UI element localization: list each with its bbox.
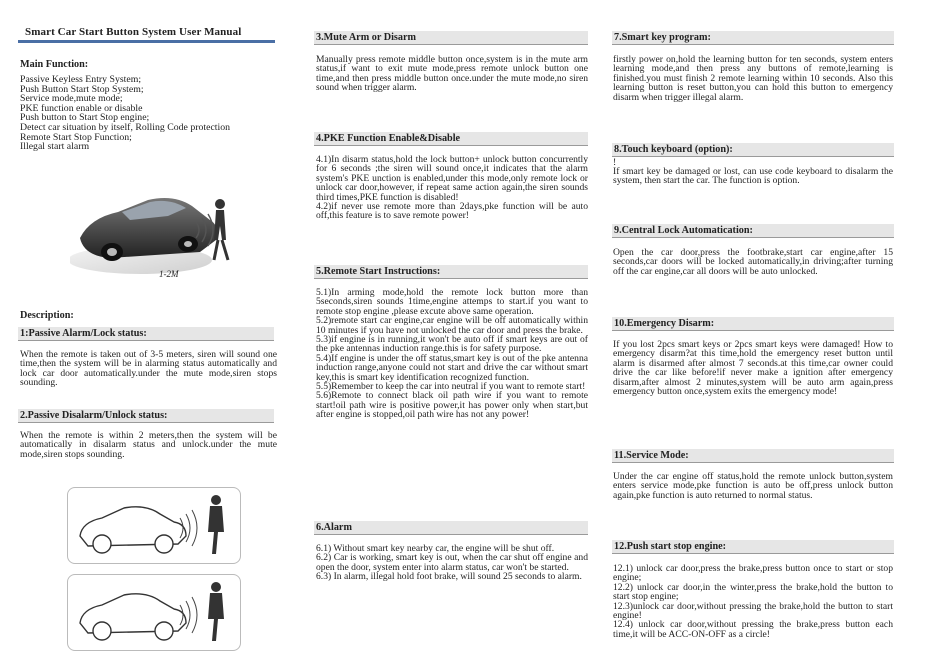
- section-11-title: 11.Service Mode:: [612, 449, 894, 463]
- section-2-title: 2.Passive Disalarm/Unlock status:: [18, 409, 274, 423]
- paragraph-line: 12.1) unlock car door,press the brake,press button once to start or stop engine;: [613, 563, 893, 584]
- paragraph-line: 5.4)If engine is under the off status,smart key is out of the pke antenna induction range,anyone could not start and drive the car without smart key,this is smart key identification recognized function.: [316, 352, 588, 383]
- pke-car-illustration: [70, 160, 240, 286]
- main-function-item: Illegal start alarm: [20, 141, 90, 153]
- paragraph-line: 6.2) Car is working, smart key is out, when the car shut off engine and open the door, system enter into alarm status, car won't be started.: [316, 552, 588, 573]
- section-4-title: 4.PKE Function Enable&Disable: [314, 132, 588, 146]
- paragraph-line: 4.1)In disarm status,hold the lock button+ unlock button concurrently for 6 seconds ;the siren will sound once,it indicates that the alarm system's PKE unction is enabled,under this mode,only remote lock or unlock car door,however, if repeat same action again,the siren sounds third times,PKE function is disabled!: [316, 154, 588, 203]
- car-and-person-icon: [68, 488, 240, 563]
- paragraph-line: 5.6)Remote to connect black oil path wire if you want to remote start!oil path wire is positive power,it has power only when start,but after engine is stopped,oil path wire has not any power!: [316, 390, 588, 421]
- paragraph-line: 6.1) Without smart key nearby car, the engine will be shut off.: [316, 543, 555, 554]
- section-1-text: When the remote is taken out of 3-5 meters, siren will sound one time,then the system will be in alarming status automatically and lock car door automatically.under the mute mode,siren stops sounding.: [20, 349, 277, 389]
- section-12-text: [613, 564, 893, 639]
- section-6-text: [316, 544, 588, 582]
- paragraph-line: 5.2)remote start car engine,car engine will be off automatically within 10 minutes if you have not unlocked the car door and press the brake.: [316, 315, 588, 336]
- main-function-heading: Main Function:: [20, 59, 89, 70]
- section-3-title: 3.Mute Arm or Disarm: [314, 31, 588, 45]
- section-11-text: Under the car engine off status,hold the remote unlock button,system enters service mode,pke function is auto be off,press unlock button again,pke function is auto returned to normal status.: [613, 471, 893, 501]
- car-with-person-icon: [70, 160, 240, 286]
- unlock-illustration-1: [67, 487, 241, 564]
- section-6-title: 6.Alarm: [314, 521, 588, 535]
- paragraph-line: 5.3)if engine is in running,it won't be auto off if smart keys are out of the pke antennas induction range.this is for safety purpose.: [316, 334, 588, 355]
- main-function-list: [20, 75, 290, 152]
- section-5-text: [316, 288, 588, 420]
- main-function-item: PKE function enable or disable: [20, 102, 143, 114]
- paragraph-line: 4.2)if never use remote more than 2days,pke function will be auto off,this feature is to save remote power!: [316, 201, 588, 222]
- section-8-title: 8.Touch keyboard (option):: [612, 143, 894, 157]
- document-title: Smart Car Start Button System User Manual: [25, 26, 242, 38]
- main-function-item: Service mode,mute mode;: [20, 93, 123, 105]
- section-7-title: 7.Smart key program:: [612, 31, 894, 45]
- car-and-person-icon: [68, 575, 240, 650]
- paragraph-line: 12.4) unlock car door,without pressing the brake,press button each time,it will be ACC-ON-OFF as a circle!: [613, 619, 893, 640]
- section-3-text: Manually press remote middle button once,system is in the mute arm status,if want to exit mute mode,press remote unlock button one time,and then press middle button once.under the mute mode,no siren sound when trigger alarm.: [316, 54, 588, 94]
- section-1-title: 1:Passive Alarm/Lock status:: [18, 327, 274, 341]
- main-function-item: Push button to Start Stop engine;: [20, 112, 150, 124]
- section-8-text: If smart key be damaged or lost, can use code keyboard to disalarm the system, then start the car. The function is option.: [613, 166, 893, 187]
- main-function-item: Passive Keyless Entry System;: [20, 74, 142, 85]
- section-9-text: Open the car door,press the footbrake,start car engine,after 15 seconds,car doors will be locked automatically,in driving;after turning off the car engine,car all doors will be auto unlocked.: [613, 247, 893, 277]
- section-8-mark: !: [613, 157, 617, 168]
- paragraph-line: 12.3)unlock car door,without pressing the brake,hold the button to start engine!: [613, 600, 893, 622]
- paragraph-line: 12.2) unlock car door,in the winter,press the brake,hold the button to start stop engine;: [613, 581, 893, 603]
- section-5-title: 5.Remote Start Instructions:: [314, 265, 588, 279]
- section-10-title: 10.Emergency Disarm:: [612, 317, 894, 331]
- section-10-text: If you lost 2pcs smart keys or 2pcs smart keys were damaged! How to emergency disarm?at this time,hold the emergency reset button until alarm is disarmed after almost 7 seconds.at this time,car owner could drive the car like before!if never make a ignition after emergency disarm,after almost 2 minutes,system will be auto arm again,press emergency button once,system exits the emergency mode!: [613, 339, 893, 398]
- section-9-title: 9.Central Lock Automatication:: [612, 224, 894, 238]
- paragraph-line: 5.1)In arming mode,hold the remote lock button more than 5seconds,siren sounds 1time,engine attemps to start.if you want to remote stop engine ,please excute above same operation.: [316, 287, 588, 317]
- section-7-text: firstly power on,hold the learning button for ten seconds, system enters learning mode,and then press any buttons of remote,learning is finished.you must finish 2 remote learning within 10 seconds. Also this learning button is reset button,you can hold this button to emergency disarm when trigger illegal alarm.: [613, 54, 893, 103]
- section-12-title: 12.Push start stop engine:: [612, 540, 894, 554]
- main-function-item: Detect car situation by itself, Rolling Code protection: [20, 121, 231, 133]
- paragraph-line: 6.3) In alarm, illegal hold foot brake, will sound 25 seconds to alarm.: [316, 571, 582, 583]
- unlock-illustration-2: [67, 574, 241, 651]
- description-heading: Description:: [20, 310, 74, 321]
- main-function-item: Remote Start Stop Function;: [20, 131, 132, 143]
- section-4-text: [316, 155, 588, 221]
- paragraph-line: 5.5)Remember to keep the car into neutral if you want to remote start!: [316, 381, 586, 393]
- section-2-text: When the remote is within 2 meters,then the system will be automatically in disalarm status and unlock.under the mute mode,siren stops sounding.: [20, 430, 277, 460]
- main-function-item: Push Button Start Stop System;: [20, 83, 144, 95]
- title-underline: [18, 40, 275, 43]
- range-label: 1-2M: [159, 269, 179, 279]
